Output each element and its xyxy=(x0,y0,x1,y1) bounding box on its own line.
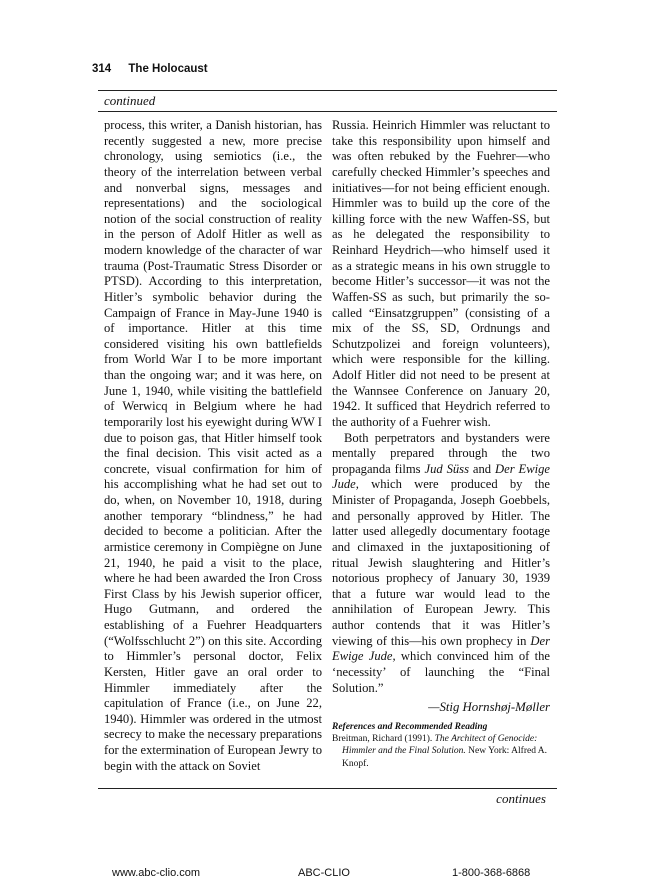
continued-label: continued xyxy=(104,93,156,108)
film-title: Der Ewige Jude, xyxy=(332,633,550,664)
ref-author: Breitman, Richard (1991). xyxy=(332,733,435,744)
film-title: Der Ewige Jude, xyxy=(332,461,550,492)
footer-website: www.abc-clio.com xyxy=(112,867,201,879)
continues-label: continues xyxy=(496,791,546,806)
right-paragraph-2 xyxy=(332,431,550,697)
page-number: 314 xyxy=(92,63,112,75)
box-sub-rule xyxy=(98,111,557,112)
running-title: The Holocaust xyxy=(128,63,208,75)
ref-title: The Architect of Genocide: Himmler and the Final Solution. xyxy=(342,733,538,757)
text-run: Both perpetrators and bystanders were mentally prepared through the two propaganda films xyxy=(332,430,550,476)
text-run: and xyxy=(468,461,496,476)
footer-publisher: ABC-CLIO xyxy=(298,867,350,879)
references-heading: References and Recommended Reading xyxy=(332,721,488,732)
author-signature: —Stig Hornshøj-Møller xyxy=(428,700,550,715)
box-bottom-rule xyxy=(98,788,557,789)
left-paragraph: process, this writer, a Danish historian, has recently suggested a new, more precise chronology, using semiotics (i.e., the theory of the interrelation between verbal and nonverbal signs, messages and representations) and the sociological notion of the social construction of reality in the person of Adolf Hitler as well as modern knowledge of the character of war trauma (Post-Traumatic Stress Disorder or PTSD). According to this interpretation, Hitler’s symbolic behavior during the Campaign of France in May-June 1940 is of importance. Hitler at this time considered visiting his own battlefields from World War I to be more important than the ongoing war; and it was here, on June 1, 1940, while visiting the battlefield of Werwicq in Belgium where he had temporarily lost his eyewight during WW I due to poison gas, that Hitler himself took the final decision. This visit acted as a concrete, visual confirmation for him of his accomplishing what he had set out to do, when, on November 10, 1918, during another temporary “blindness,” he had decided to become a politician. After the armistice ceremony in Compiègne on June 21, 1940, he paid a visit to the place, where he had been awarded the Iron Cross First Class by his Jewish superior officer, Hugo Gutmann, and ordered the establishing of a Fuehrer Headquarters (“Wolfsschlucht 2”) on this site. According to Himmler’s personal doctor, Felix Kersten, Hitler gave an oral order to Himmler immediately after the capitulation of France (i.e., on June 22, 1940). Himmler was ordered in the utmost secrecy to make the necessary preparations for the extermination of European Jewry to begin with the attack on Soviet xyxy=(104,118,322,773)
right-paragraph-1: Russia. Heinrich Himmler was reluctant to take this responsibility upon himself and was often rebuked by the Fuehrer—who carefully checked Himmler’s speeches and initiatives—for not being efficient enough. Himmler was to build up the core of the killing force with the new Waffen-SS, but as he delegated the responsibility to Reinhard Heydrich—who himself used it as a strategic means in his own struggle to become Hitler’s successor—it was not the Waffen-SS as such, but primarily the so-called “Einsatzgruppen” (consisting of a mix of the SS, SD, Ordnungs and Schutzpolizei and foreign volunteers), which were responsible for the killing. Adolf Hitler did not need to be present at the Wannsee Conference on January 20, 1942. It sufficed that Heydrich referred to the authority of a Fuehrer wish. xyxy=(332,118,550,429)
reference-item xyxy=(332,733,550,771)
film-title: Jud Süss xyxy=(424,461,469,476)
left-column xyxy=(104,118,322,774)
running-header xyxy=(92,63,208,75)
text-run: which were produced by the Minister of Propaganda, Joseph Goebbels, and personally approved by Hitler. The latter used allegedly documentary footage and climaxed in the juxtapositioning of ritual Jewish slaughtering and Hitler’s notorious prophecy of January 30, 1939 that a future war would lead to the annihilation of European Jewry. This author contends that it was Hitler’s viewing of this—his own prophecy in xyxy=(332,477,550,648)
right-column xyxy=(332,118,550,770)
box-top-rule xyxy=(98,90,557,91)
ref-publisher: New York: Alfred A. Knopf. xyxy=(342,746,548,769)
text-run: which convinced him of the ‘necessity’ of launching the “Final Solution.” xyxy=(332,649,550,695)
footer-phone: 1-800-368-6868 xyxy=(452,867,531,879)
